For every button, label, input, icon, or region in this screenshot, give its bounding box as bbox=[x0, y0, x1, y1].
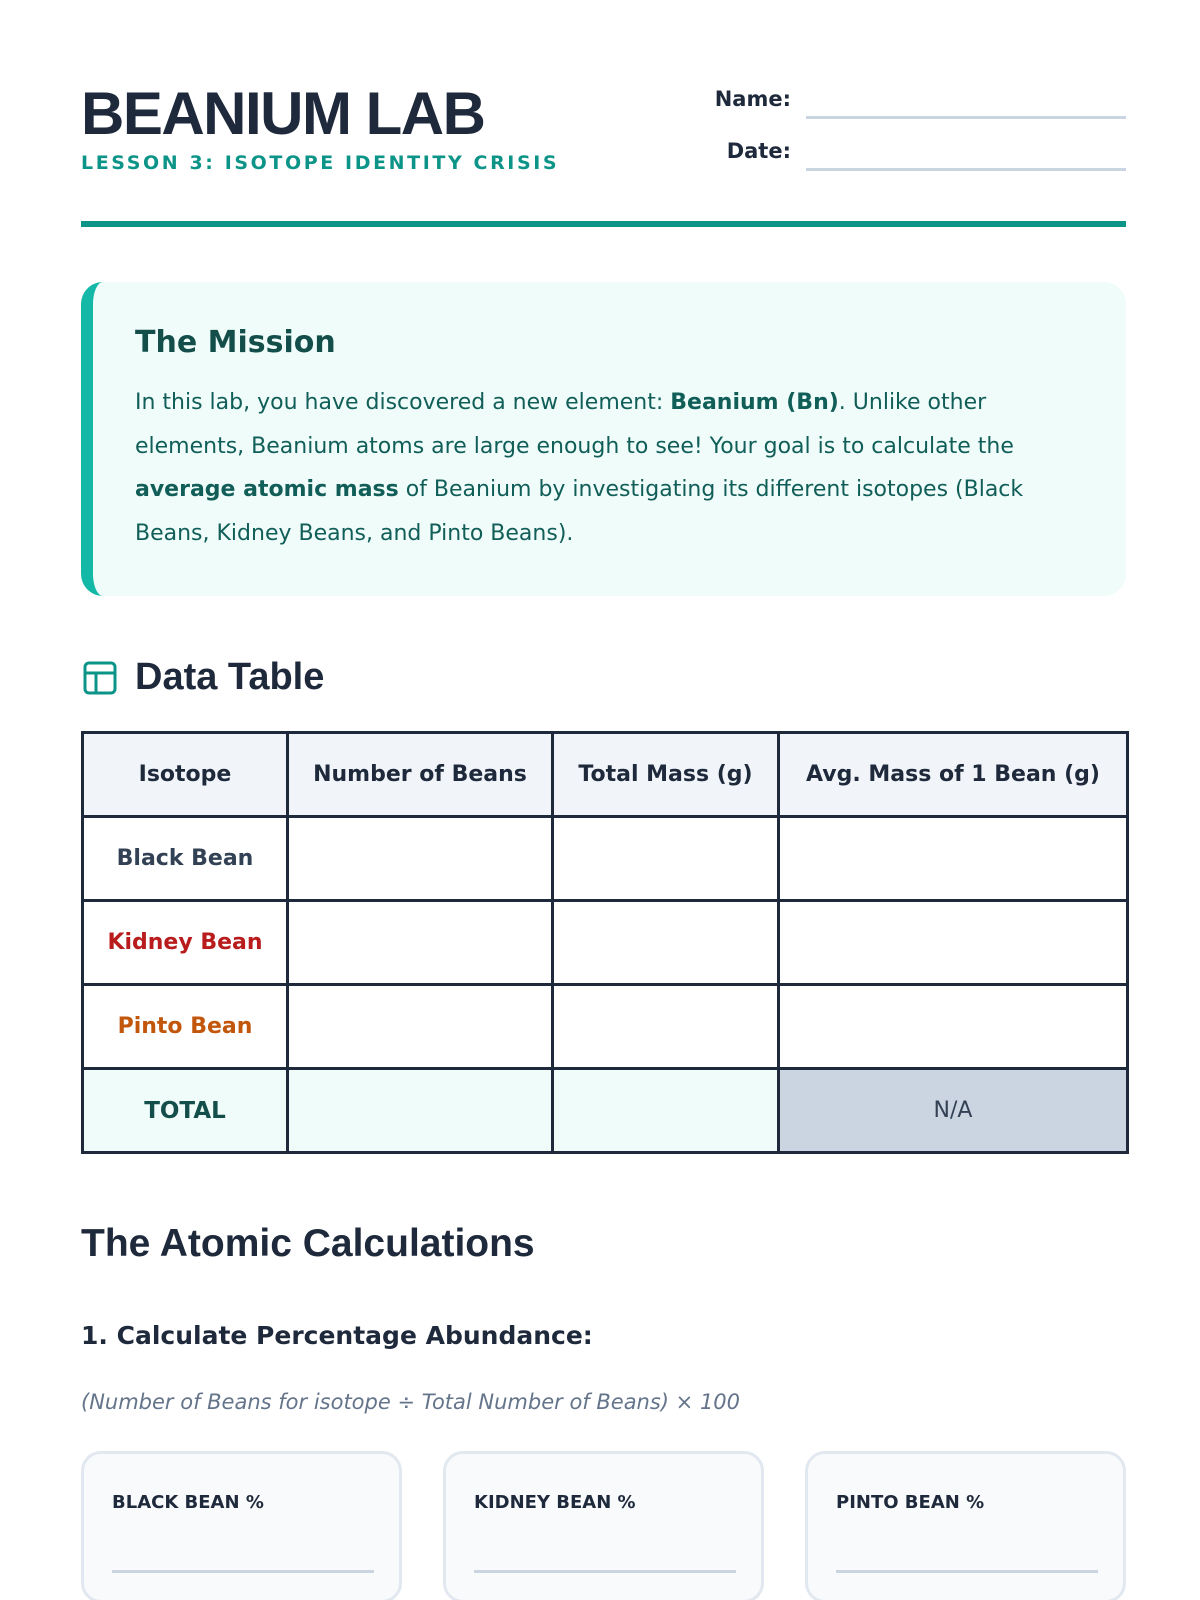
table-total-row bbox=[83, 1069, 1128, 1153]
kidney-bean-avg-cell[interactable] bbox=[779, 901, 1128, 985]
total-count-cell[interactable] bbox=[288, 1069, 553, 1153]
data-table bbox=[81, 731, 1129, 1154]
kidney-bean-mass-cell[interactable] bbox=[553, 901, 779, 985]
black-bean-percent-label: BLACK BEAN % bbox=[112, 1492, 264, 1513]
data-table-heading bbox=[81, 652, 681, 702]
pinto-bean-count-cell[interactable] bbox=[288, 985, 553, 1069]
table-header-row bbox=[83, 733, 1128, 817]
mission-element-name: Beanium (Bn) bbox=[670, 390, 839, 415]
black-bean-percent-card bbox=[81, 1451, 402, 1600]
row-label-kidney-bean: Kidney Bean bbox=[83, 901, 288, 985]
date-label: Date: bbox=[726, 139, 791, 163]
pinto-bean-percent-field[interactable] bbox=[836, 1570, 1098, 1573]
mission-line-1-a: In this lab, you have discovered a new element: bbox=[135, 390, 671, 415]
kidney-bean-count-cell[interactable] bbox=[288, 901, 553, 985]
mission-line-2: elements, Beanium atoms are large enough to see! Your goal is to calculate the bbox=[135, 433, 1014, 459]
mission-line-3-b: of Beanium by investigating its different isotopes (Black bbox=[398, 477, 1024, 502]
black-bean-count-cell[interactable] bbox=[288, 817, 553, 901]
table-row bbox=[83, 817, 1128, 901]
step-1-formula: (Number of Beans for isotope ÷ Total Number of Beans) × 100 bbox=[81, 1390, 741, 1414]
name-label: Name: bbox=[714, 87, 791, 111]
black-bean-percent-field[interactable] bbox=[112, 1570, 374, 1573]
mission-line-1 bbox=[135, 381, 1095, 425]
row-label-total: TOTAL bbox=[83, 1069, 288, 1153]
row-label-pinto-bean: Pinto Bean bbox=[83, 985, 288, 1069]
black-bean-mass-cell[interactable] bbox=[553, 817, 779, 901]
pinto-bean-percent-label: PINTO BEAN % bbox=[836, 1492, 985, 1513]
mission-key-term: average atomic mass bbox=[135, 477, 399, 502]
pinto-bean-avg-cell[interactable] bbox=[779, 985, 1128, 1069]
worksheet-header bbox=[81, 0, 1126, 228]
black-bean-avg-cell[interactable] bbox=[779, 817, 1128, 901]
header-isotope: Isotope bbox=[83, 733, 288, 817]
lesson-subtitle: LESSON 3: ISOTOPE IDENTITY CRISIS bbox=[81, 152, 560, 174]
kidney-bean-percent-field[interactable] bbox=[474, 1570, 736, 1573]
table-icon bbox=[83, 661, 117, 695]
name-field[interactable] bbox=[806, 116, 1126, 119]
header-avg-mass: Avg. Mass of 1 Bean (g) bbox=[779, 733, 1128, 817]
kidney-bean-percent-label: KIDNEY BEAN % bbox=[474, 1492, 636, 1513]
table-row bbox=[83, 985, 1128, 1069]
mission-line-4: Beans, Kidney Beans, and Pinto Beans). bbox=[135, 520, 574, 546]
total-avg-na-cell: N/A bbox=[779, 1069, 1128, 1153]
step-1-title: 1. Calculate Percentage Abundance: bbox=[81, 1321, 593, 1350]
mission-line-1-c: . Unlike other bbox=[838, 390, 987, 415]
mission-line-3 bbox=[135, 468, 1095, 512]
pinto-bean-mass-cell[interactable] bbox=[553, 985, 779, 1069]
page-title: BEANIUM LAB bbox=[81, 80, 485, 147]
worksheet-page bbox=[81, 0, 1126, 1600]
kidney-bean-percent-card bbox=[443, 1451, 764, 1600]
header-number-of-beans: Number of Beans bbox=[288, 733, 553, 817]
table-row bbox=[83, 901, 1128, 985]
pinto-bean-percent-card bbox=[805, 1451, 1126, 1600]
header-total-mass: Total Mass (g) bbox=[553, 733, 779, 817]
data-table-title: Data Table bbox=[135, 656, 325, 698]
date-field[interactable] bbox=[806, 168, 1126, 171]
mission-text bbox=[135, 381, 1095, 555]
calculations-title: The Atomic Calculations bbox=[81, 1222, 535, 1265]
row-label-black-bean: Black Bean bbox=[83, 817, 288, 901]
mission-box bbox=[81, 282, 1126, 596]
mission-title: The Mission bbox=[135, 325, 336, 360]
header-divider bbox=[81, 221, 1126, 227]
total-mass-cell[interactable] bbox=[553, 1069, 779, 1153]
